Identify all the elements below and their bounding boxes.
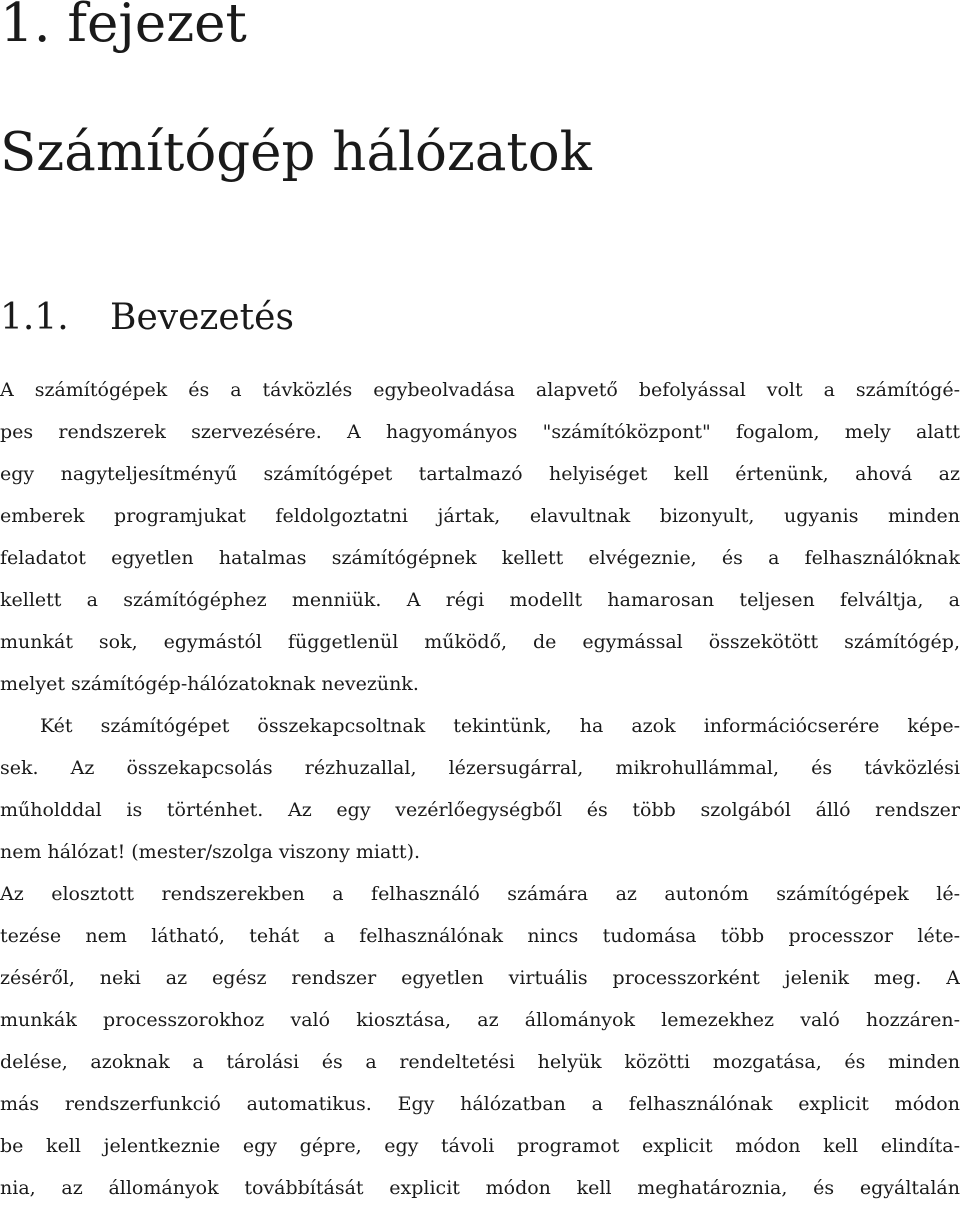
text-line: feladatot egyetlen hatalmas számítógépnek kellett elvégeznie, és a felhasználóknak — [0, 547, 960, 569]
text-line: tezése nem látható, tehát a felhasználónak nincs tudomása több processzor léte- — [0, 925, 960, 947]
body-text — [0, 369, 960, 1209]
text-line: emberek programjukat feldolgoztatni jártak, elavultnak bizonyult, ugyanis minden — [0, 505, 960, 527]
section-number: 1.1. — [0, 297, 69, 338]
text-line: A számítógépek és a távközlés egybeolvadása alapvető befolyással volt a számítógé- — [0, 379, 960, 401]
text-line: más rendszerfunkció automatikus. Egy hálózatban a felhasználónak explicit módon — [0, 1093, 960, 1115]
section-heading — [0, 296, 294, 339]
text-line: kellett a számítógéphez menniük. A régi modellt hamarosan teljesen felváltja, a — [0, 589, 960, 611]
text-line: melyet számítógép-hálózatoknak nevezünk. — [0, 673, 419, 695]
text-line: pes rendszerek szervezésére. A hagyományos "számítóközpont" fogalom, mely alatt — [0, 421, 960, 443]
text-line: nia, az állományok továbbítását explicit módon kell meghatároznia, és egyáltalán — [0, 1177, 960, 1199]
section-title: Bevezetés — [110, 297, 294, 338]
chapter-title: Számítógép hálózatok — [0, 122, 592, 183]
text-line: műholddal is történhet. Az egy vezérlőegységből és több szolgából álló rendszer — [0, 799, 960, 821]
text-line: nem hálózat! (mester/szolga viszony miatt). — [0, 841, 421, 863]
text-line: Az elosztott rendszerekben a felhasználó számára az autonóm számítógépek lé- — [0, 883, 960, 905]
text-line: zéséről, neki az egész rendszer egyetlen virtuális processzorként jelenik meg. A — [0, 967, 960, 989]
text-line: be kell jelentkeznie egy gépre, egy távoli programot explicit módon kell elindíta- — [0, 1135, 960, 1157]
text-line: delése, azoknak a tárolási és a rendeltetési helyük közötti mozgatása, és minden — [0, 1051, 960, 1073]
text-line: sek. Az összekapcsolás rézhuzallal, lézersugárral, mikrohullámmal, és távközlési — [0, 757, 960, 779]
chapter-label: 1. fejezet — [0, 0, 247, 54]
text-line: munkák processzorokhoz való kiosztása, az állományok lemezekhez való hozzáren- — [0, 1009, 960, 1031]
text-line: egy nagyteljesítményű számítógépet tartalmazó helyiséget kell értenünk, ahová az — [0, 463, 960, 485]
text-line: munkát sok, egymástól függetlenül működő, de egymással összekötött számítógép, — [0, 631, 960, 653]
text-line: Két számítógépet összekapcsoltnak tekintünk, ha azok információcserére képe- — [40, 715, 960, 737]
